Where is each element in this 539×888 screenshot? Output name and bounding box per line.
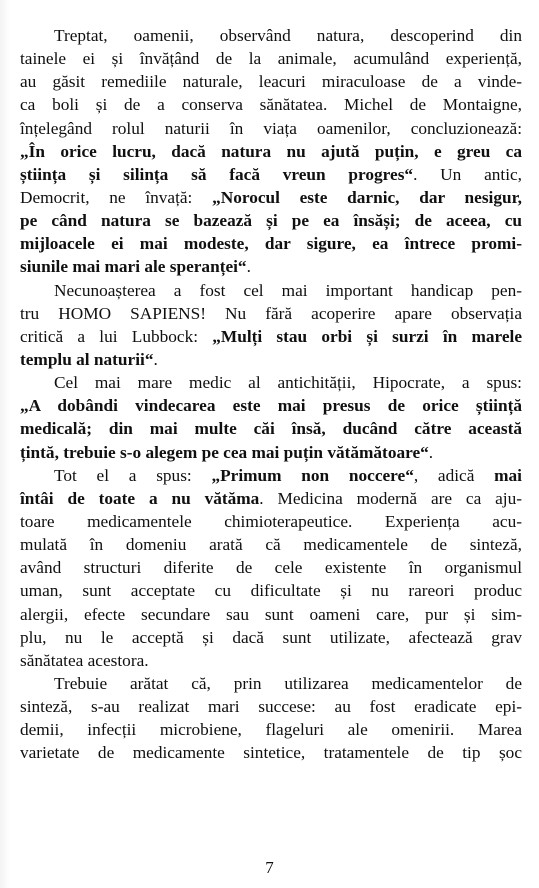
text-line: [20, 533, 522, 556]
text-segment: . Un antic,: [413, 164, 522, 184]
text-segment: mulată în domeniu arată că medicamentele de sinteză,: [20, 535, 522, 555]
text-line: [20, 163, 522, 186]
text-line: [20, 255, 522, 278]
text-line: [20, 417, 522, 440]
text-line: [20, 441, 522, 464]
text-segment: , adică: [413, 465, 495, 485]
text-line: [20, 556, 522, 579]
body-text: [20, 24, 522, 765]
text-line: [20, 510, 522, 533]
text-segment: înțelegând rolul naturii în viața oamenilor, concluzionează:: [20, 118, 522, 138]
text-segment: .: [246, 257, 251, 277]
text-line: [20, 394, 522, 417]
bold-text-segment: siunile mai mari ale speranței“: [20, 257, 247, 277]
bold-text-segment: templu al naturii“: [20, 349, 154, 369]
text-line: [20, 579, 522, 602]
text-segment: critică a lui Lubbock:: [20, 326, 213, 346]
text-segment: tru HOMO SAPIENS! Nu fără acoperire apare observația: [20, 303, 522, 323]
text-segment: având structuri diferite de cele existente în organismul: [20, 558, 522, 578]
text-line: [20, 626, 522, 649]
bold-text-segment: „A dobândi vindecarea este mai presus de orice știință: [20, 396, 522, 416]
bold-text-segment: mijloacele ei mai modeste, dar sigure, ea întrece promi-: [20, 234, 522, 254]
page-number: 7: [265, 858, 274, 877]
text-line: [20, 117, 522, 140]
text-segment: plu, nu le acceptă și dacă sunt utilizate, afectează grav: [20, 627, 522, 647]
text-line: [20, 649, 522, 672]
text-segment: Tot el a spus:: [54, 465, 212, 485]
text-segment: .: [428, 442, 434, 462]
text-segment: demii, infecții microbiene, flageluri ale omenirii. Marea: [20, 720, 522, 740]
text-segment: alergii, efecte secundare sau sunt oameni care, pur și sim-: [20, 604, 522, 624]
text-line: [20, 718, 522, 741]
text-line: [20, 140, 522, 163]
text-line: [20, 325, 522, 348]
text-segment: .: [153, 349, 158, 369]
text-line: [20, 603, 522, 626]
bold-text-segment: știința și silința să facă vreun progres“: [20, 164, 414, 184]
text-line: [20, 672, 522, 695]
text-segment: sănătatea acestora.: [20, 650, 149, 670]
text-segment: uman, sunt acceptate cu dificultate și nu rareori produc: [20, 581, 522, 601]
text-line: [20, 47, 522, 70]
text-segment: . Medicina modernă are ca aju-: [259, 488, 522, 508]
bold-text-segment: țintă, trebuie s-o alegem pe cea mai puțin vătămătoare“: [20, 442, 429, 462]
text-segment: Democrit, ne învață:: [20, 187, 213, 207]
text-line: [20, 70, 522, 93]
text-segment: ca boli și de a conserva sănătatea. Michel de Montaigne,: [20, 95, 522, 115]
text-segment: Necunoașterea a fost cel mai important handicap pen-: [54, 280, 522, 300]
text-line: [20, 348, 522, 371]
text-segment: toare medicamentele chimioterapeutice. Experiența acu-: [20, 511, 522, 531]
bold-text-segment: „Norocul este darnic, dar nesigur,: [212, 187, 522, 207]
bold-text-segment: mai: [494, 465, 522, 485]
bold-text-segment: pe când natura se bazează și pe ea însăși; de aceea, cu: [20, 211, 522, 231]
text-line: [20, 487, 522, 510]
text-segment: sinteză, s-au realizat mari succese: au fost eradicate epi-: [20, 697, 522, 717]
text-segment: Cel mai mare medic al antichității, Hipocrate, a spus:: [54, 373, 522, 393]
text-line: [20, 186, 522, 209]
text-line: [20, 302, 522, 325]
text-segment: Trebuie arătat că, prin utilizarea medicamentelor de: [54, 673, 522, 693]
bold-text-segment: „Primum non noccere“: [211, 465, 414, 485]
bold-text-segment: „În orice lucru, dacă natura nu ajută puțin, e greu ca: [20, 141, 522, 161]
bold-text-segment: întâi de toate a nu vătăma: [20, 488, 260, 508]
text-segment: varietate de medicamente sintetice, tratamentele de tip șoc: [20, 743, 522, 763]
text-line: [20, 209, 522, 232]
text-line: [20, 93, 522, 116]
bold-text-segment: „Mulți stau orbi și surzi în marele: [212, 326, 522, 346]
text-line: [20, 24, 522, 47]
text-segment: Treptat, oamenii, observând natura, descoperind din: [54, 26, 522, 45]
text-line: [20, 279, 522, 302]
text-segment: tainele ei și învățând de la animale, acumulând experiență,: [20, 49, 522, 69]
text-line: [20, 741, 522, 764]
text-segment: au găsit remediile naturale, leacuri miraculoase de a vinde-: [20, 72, 522, 92]
text-line: [20, 695, 522, 718]
text-line: [20, 464, 522, 487]
bold-text-segment: medicală; din mai multe căi însă, ducând către această: [20, 419, 522, 439]
text-line: [20, 232, 522, 255]
text-line: [20, 371, 522, 394]
